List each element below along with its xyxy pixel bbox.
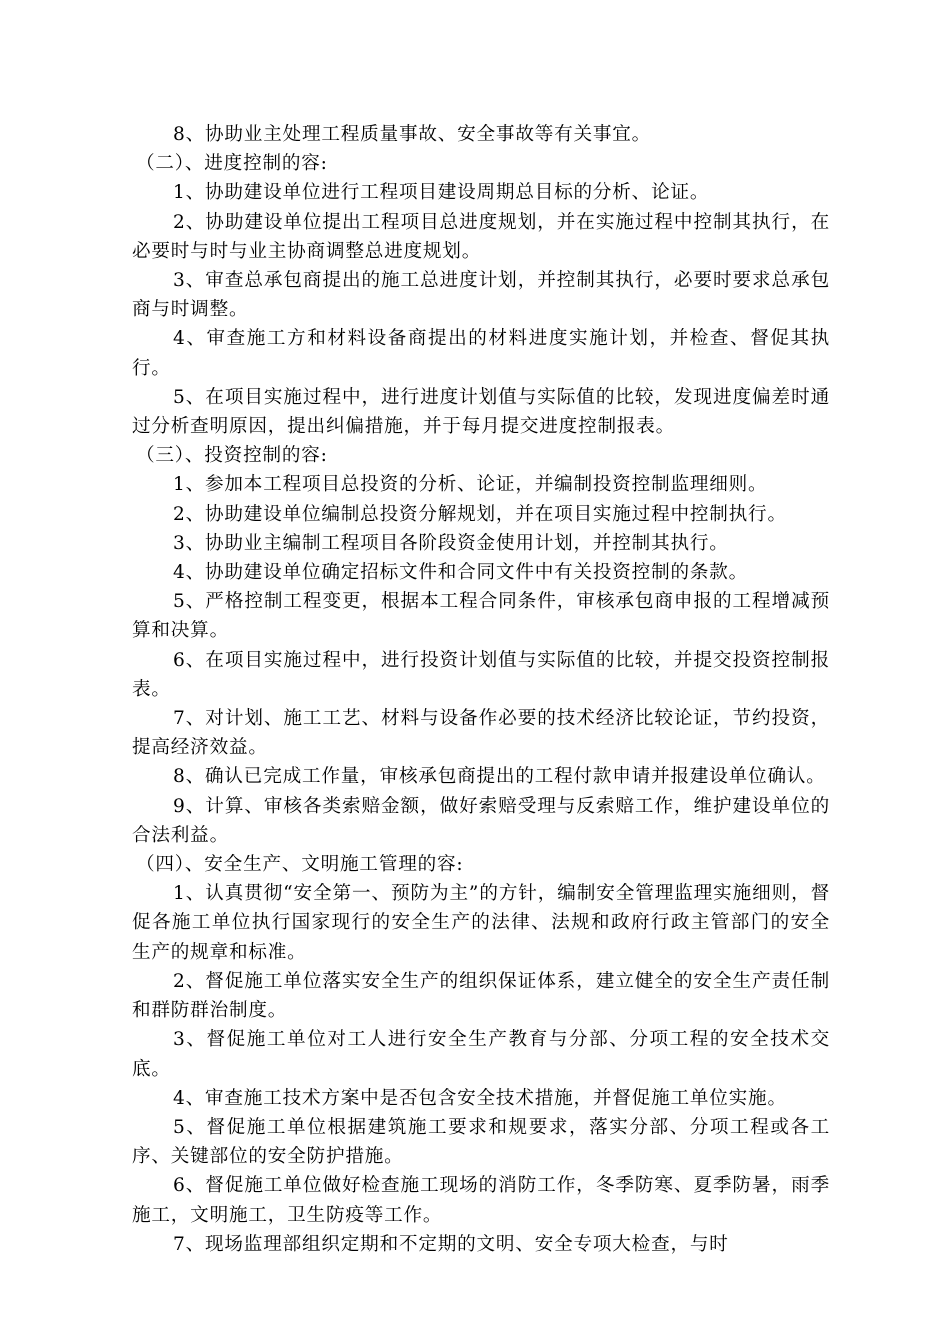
section-heading: （三）、投资控制的容:	[136, 445, 328, 467]
paragraph: 9、计算、审核各类索赔金额，做好索赔受理与反索赔工作，维护建设单位的合法利益。	[132, 795, 830, 846]
section-heading: （二）、进度控制的容:	[136, 153, 328, 175]
section-heading: （四）、安全生产、文明施工管理的容:	[136, 854, 464, 876]
paragraph: 3、协助业主编制工程项目各阶段资金使用计划，并控制其执行。	[173, 532, 729, 554]
paragraph: 1、认真贯彻“安全第一、预防为主”的方针，编制安全管理监理实施细则，督促各施工单位执行国家现行的安全生产的法律、法规和政府行政主管部门的安全生产的规章和标准。	[132, 883, 830, 963]
paragraph: 1、协助建设单位进行工程项目建设周期总目标的分析、论证。	[173, 182, 710, 204]
paragraph: 2、督促施工单位落实安全生产的组织保证体系，建立健全的安全生产责任制和群防群治制度。	[132, 970, 830, 1022]
paragraph: 2、协助建设单位编制总投资分解规划，并在项目实施过程中控制执行。	[173, 503, 787, 525]
paragraph: 6、在项目实施过程中，进行投资计划值与实际值的比较，并提交投资控制报表。	[132, 649, 830, 700]
paragraph: 8、协助业主处理工程质量事故、安全事故等有关事宜。	[173, 124, 652, 145]
paragraph: 5、在项目实施过程中，进行进度计划值与实际值的比较，发现进度偏差时通过分析查明原因，提出纠偏措施，并于每月提交进度控制报表。	[132, 386, 830, 438]
paragraph: 1、参加本工程项目总投资的分析、论证，并编制投资控制监理细则。	[173, 474, 768, 496]
document-body	[132, 120, 830, 1259]
paragraph: 4、审查施工方和材料设备商提出的材料进度实施计划，并检查、督促其执行。	[132, 328, 830, 379]
paragraph: 4、协助建设单位确定招标文件和合同文件中有关投资控制的条款。	[173, 562, 749, 584]
paragraph: 8、确认已完成工作量，审核承包商提出的工程付款申请并报建设单位确认。	[173, 766, 826, 788]
paragraph: 7、现场监理部组织定期和不定期的文明、安全专项大检查，与时	[173, 1233, 729, 1255]
paragraph: 5、严格控制工程变更，根据本工程合同条件，审核承包商申报的工程增减预算和决算。	[132, 591, 830, 642]
paragraph: 6、督促施工单位做好检查施工现场的消防工作，冬季防寒、夏季防暑，雨季施工，文明施工，卫生防疫等工作。	[132, 1175, 830, 1226]
paragraph: 3、督促施工单位对工人进行安全生产教育与分部、分项工程的安全技术交底。	[132, 1029, 830, 1080]
paragraph: 5、督促施工单位根据建筑施工要求和规要求，落实分部、分项工程或各工序、关键部位的安全防护措施。	[132, 1116, 830, 1168]
paragraph: 2、协助建设单位提出工程项目总进度规划，并在实施过程中控制其执行，在必要时与时与业主协商调整总进度规划。	[132, 211, 830, 262]
paragraph: 7、对计划、施工工艺、材料与设备作必要的技术经济比较论证，节约投资，提高经济效益。	[132, 708, 830, 759]
paragraph: 3、审查总承包商提出的施工总进度计划，并控制其执行，必要时要求总承包商与时调整。	[132, 270, 830, 321]
paragraph: 4、审查施工技术方案中是否包含安全技术措施，并督促施工单位实施。	[173, 1087, 787, 1109]
